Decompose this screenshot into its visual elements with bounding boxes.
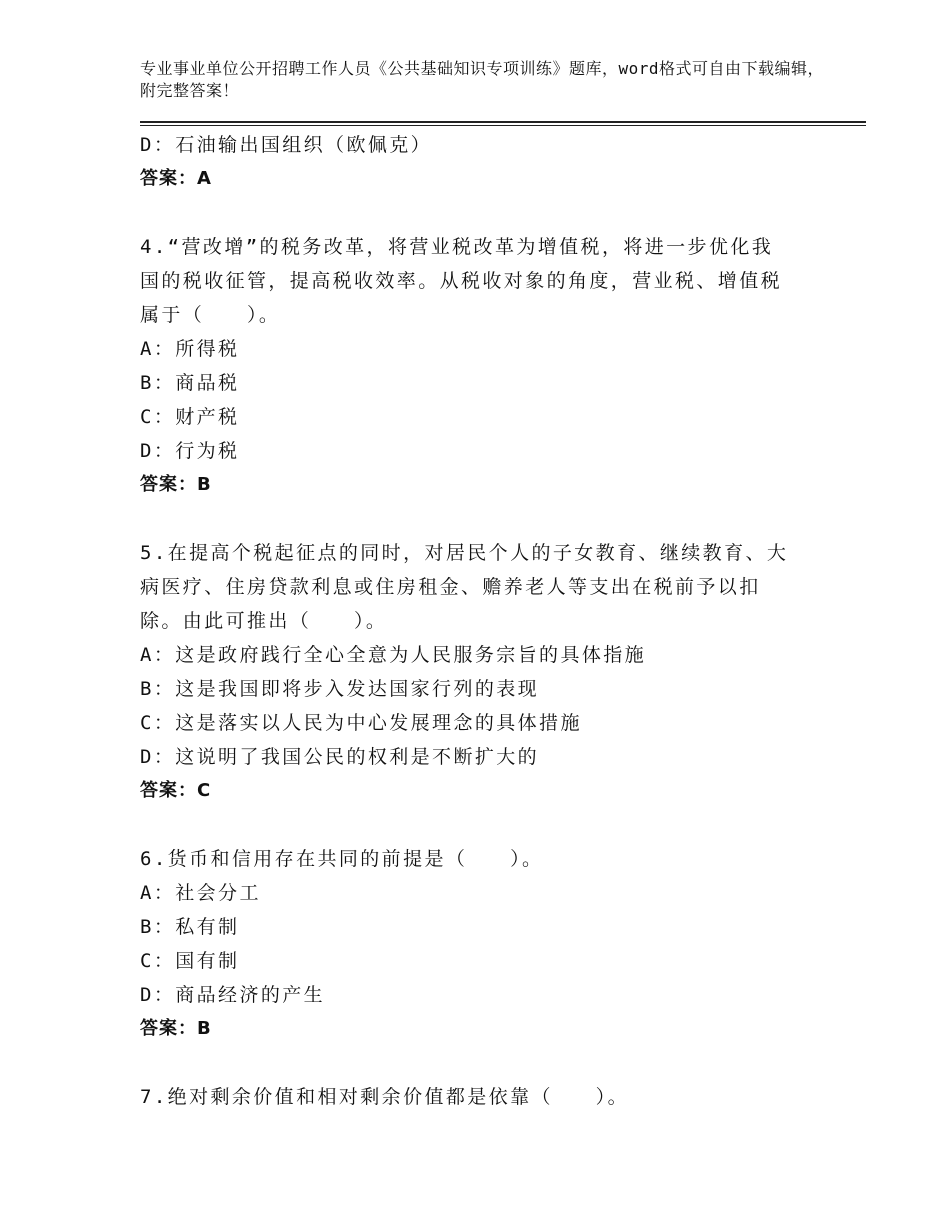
spacer: [140, 808, 866, 842]
spacer: [140, 1046, 866, 1080]
question-4: [140, 230, 866, 502]
question-5-option-b: B：这是我国即将步入发达国家行列的表现: [140, 678, 540, 700]
question-5: [140, 536, 866, 808]
question-5-stem-line-3: 除。由此可推出（ ）。: [140, 610, 388, 632]
question-4-option-d: D：行为税: [140, 440, 240, 462]
question-6-option-b: B：私有制: [140, 916, 240, 938]
question-4-answer: 答案：B: [140, 474, 212, 495]
question-4-stem-line-3: 属于（ ）。: [140, 304, 281, 326]
question-6-answer: 答案：B: [140, 1018, 212, 1039]
header-divider: [140, 121, 866, 126]
question-5-stem-line-1: 5.在提高个税起征点的同时，对居民个人的子女教育、继续教育、大: [140, 542, 789, 564]
question-6: [140, 842, 866, 1046]
question-6-option-a: A：社会分工: [140, 882, 261, 904]
document-header: [140, 58, 840, 102]
question-4-stem-line-1: 4.“营改增”的税务改革，将营业税改革为增值税，将进一步优化我: [140, 236, 774, 258]
question-5-stem-line-2: 病医疗、住房贷款利息或住房租金、赡养老人等支出在税前予以扣: [140, 576, 761, 598]
question-5-option-c: C：这是落实以人民为中心发展理念的具体措施: [140, 712, 582, 734]
spacer: [140, 502, 866, 536]
question-6-stem-line-1: 6.货币和信用存在共同的前提是（ ）。: [140, 848, 544, 870]
question-5-option-a: A：这是政府践行全心全意为人民服务宗旨的具体指施: [140, 644, 647, 666]
question-7-stem-line-1: 7.绝对剩余价值和相对剩余价值都是依靠（ ）。: [140, 1086, 629, 1108]
question-7: [140, 1080, 866, 1114]
question-3-answer: 答案：A: [140, 168, 212, 189]
question-4-option-b: B：商品税: [140, 372, 240, 394]
question-4-option-a: A：所得税: [140, 338, 240, 360]
spacer: [140, 196, 866, 230]
question-6-option-c: C：国有制: [140, 950, 240, 972]
question-3-fragment: [140, 128, 866, 196]
header-title: 专业事业单位公开招聘工作人员《公共基础知识专项训练》题库，word格式可自由下载编辑，附完整答案！: [140, 59, 825, 100]
question-4-option-c: C：财产税: [140, 406, 240, 428]
question-6-option-d: D：商品经济的产生: [140, 984, 326, 1006]
question-3-option-d: D：石油输出国组织（欧佩克）: [140, 134, 433, 156]
question-content: [140, 128, 866, 1114]
question-5-option-d: D：这说明了我国公民的权利是不断扩大的: [140, 746, 540, 768]
question-4-stem-line-2: 国的税收征管，提高税收效率。从税收对象的角度，营业税、增值税: [140, 270, 783, 292]
question-5-answer: 答案：C: [140, 780, 212, 801]
